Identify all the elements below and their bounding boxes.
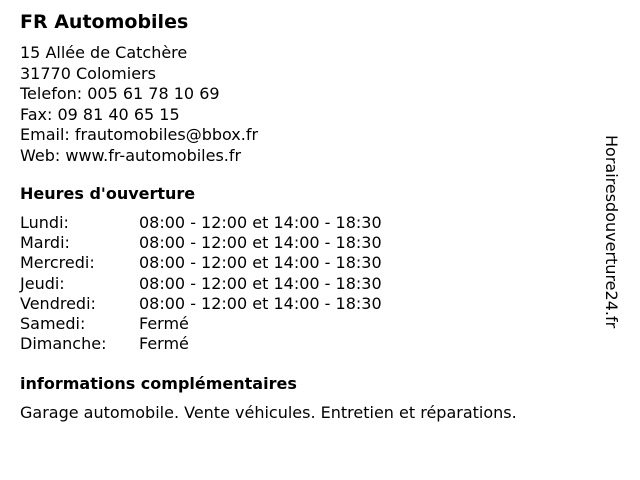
hours-row bbox=[20, 334, 382, 354]
hours-row bbox=[20, 314, 382, 334]
hours-row bbox=[20, 274, 382, 294]
email-text: Email: frautomobiles@bbox.fr bbox=[20, 125, 259, 144]
contact-block bbox=[20, 43, 258, 166]
hours-heading: Heures d'ouverture bbox=[20, 184, 196, 203]
address-line-1: 15 Allée de Catchère bbox=[20, 43, 188, 62]
hours-time: Fermé bbox=[139, 314, 189, 334]
hours-day: Dimanche: bbox=[20, 334, 107, 354]
hours-day: Vendredi: bbox=[20, 293, 96, 313]
hours-day: Samedi: bbox=[20, 314, 86, 334]
hours-time: 08:00 - 12:00 et 14:00 - 18:30 bbox=[139, 273, 382, 293]
hours-day: Jeudi: bbox=[20, 273, 65, 293]
hours-day: Lundi: bbox=[20, 213, 69, 232]
web-text: Web: www.fr-automobiles.fr bbox=[20, 145, 242, 165]
address-line-2: 31770 Colomiers bbox=[20, 63, 156, 83]
info-heading: informations complémentaires bbox=[20, 374, 297, 393]
hours-time: 08:00 - 12:00 et 14:00 - 18:30 bbox=[139, 213, 382, 232]
business-name: FR Automobiles bbox=[20, 11, 189, 33]
phone-text: Telefon: 005 61 78 10 69 bbox=[20, 84, 220, 103]
hours-row bbox=[20, 253, 382, 273]
info-text: Garage automobile. Vente véhicules. Entretien et réparations. bbox=[20, 403, 517, 422]
hours-time: Fermé bbox=[139, 334, 189, 354]
hours-day: Mardi: bbox=[20, 233, 70, 253]
brand-watermark: Horairesdouverture24.fr bbox=[602, 135, 621, 329]
hours-row bbox=[20, 213, 382, 233]
fax-text: Fax: 09 81 40 65 15 bbox=[20, 104, 180, 124]
hours-time: 08:00 - 12:00 et 14:00 - 18:30 bbox=[139, 253, 382, 273]
hours-table bbox=[20, 213, 382, 354]
hours-day: Mercredi: bbox=[20, 253, 95, 273]
hours-time: 08:00 - 12:00 et 14:00 - 18:30 bbox=[139, 233, 382, 253]
hours-row bbox=[20, 294, 382, 314]
hours-row bbox=[20, 233, 382, 253]
hours-time: 08:00 - 12:00 et 14:00 - 18:30 bbox=[139, 293, 382, 313]
